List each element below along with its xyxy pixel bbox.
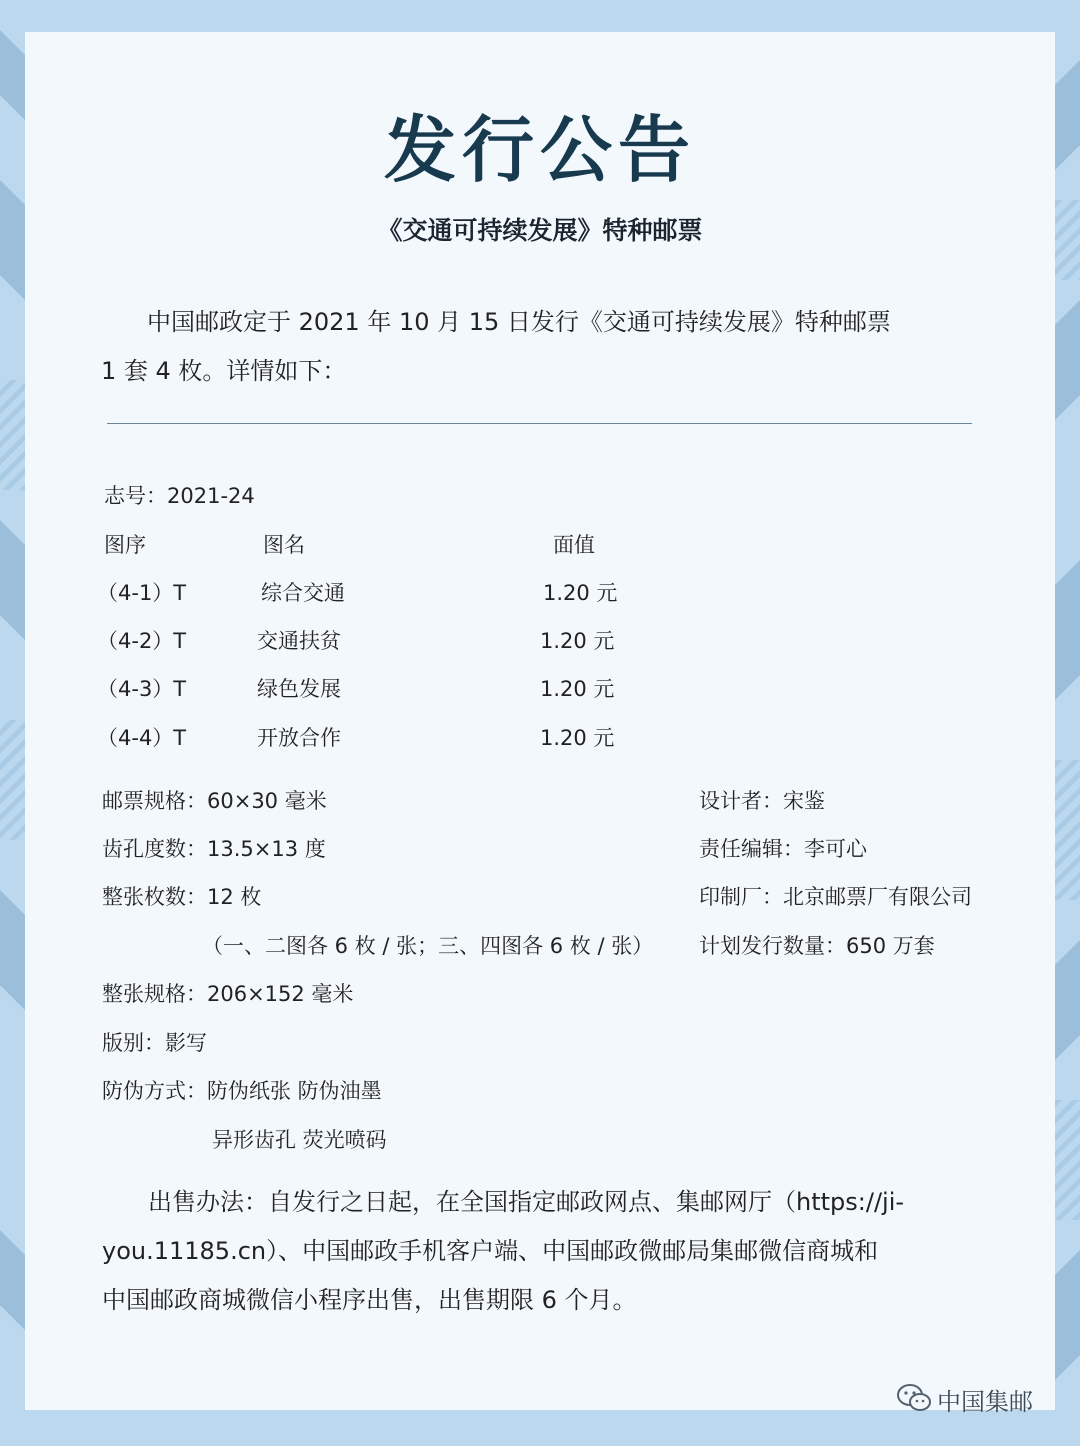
spec-printer: 印制厂：北京邮票厂有限公司 [699,885,972,909]
page-title: 发行公告 [383,108,696,192]
row-4-order: （4-4）T [97,726,187,750]
sale-line-2: you.11185.cn）、中国邮政手机客户端、中国邮政微邮局集邮微信商城和 [102,1237,879,1265]
spec-plate: 版别：影写 [102,1031,207,1055]
header-value: 面值 [553,533,595,557]
serial-number: 志号：2021-24 [104,484,255,508]
intro-line-1: 中国邮政定于 2021 年 10 月 15 日发行《交通可持续发展》特种邮票 [147,308,891,336]
sale-line-1: 出售办法：自发行之日起，在全国指定邮政网点、集邮网厅（https://ji- [148,1188,905,1216]
spec-anti-counterfeit-2: 异形齿孔 荧光喷码 [212,1128,387,1152]
row-2-value: 1.20 元 [540,629,615,653]
header-name: 图名 [263,533,305,557]
sale-line-3: 中国邮政商城微信小程序出售，出售期限 6 个月。 [102,1286,637,1314]
row-2-name: 交通扶贫 [257,629,341,653]
spec-perforation: 齿孔度数：13.5×13 度 [102,837,326,861]
spec-quantity: 计划发行数量：650 万套 [699,934,935,958]
row-1-order: （4-1）T [97,581,187,605]
row-4-name: 开放合作 [257,726,341,750]
spec-sheet-count-note: （一、二图各 6 枚 / 张；三、四图各 6 枚 / 张） [202,934,654,958]
spec-sheet-count: 整张枚数：12 枚 [102,885,262,909]
row-2-order: （4-2）T [97,629,187,653]
row-1-value: 1.20 元 [543,581,618,605]
row-3-name: 绿色发展 [257,677,341,701]
spec-sheet-size: 整张规格：206×152 毫米 [102,982,354,1006]
row-1-name: 综合交通 [261,581,345,605]
header-order: 图序 [104,533,146,557]
watermark-text: 中国集邮 [937,1388,1033,1416]
spec-stamp-size: 邮票规格：60×30 毫米 [102,789,327,813]
spec-designer: 设计者：宋鉴 [699,789,825,813]
row-3-value: 1.20 元 [540,677,615,701]
row-4-value: 1.20 元 [540,726,615,750]
intro-line-2: 1 套 4 枚。详情如下： [101,357,347,385]
row-3-order: （4-3）T [97,677,187,701]
wechat-icon [896,1383,932,1413]
spec-anti-counterfeit: 防伪方式：防伪纸张 防伪油墨 [102,1079,382,1103]
divider [107,423,972,424]
stamp-subtitle: 《交通可持续发展》特种邮票 [377,216,703,245]
spec-editor: 责任编辑：李可心 [699,837,867,861]
